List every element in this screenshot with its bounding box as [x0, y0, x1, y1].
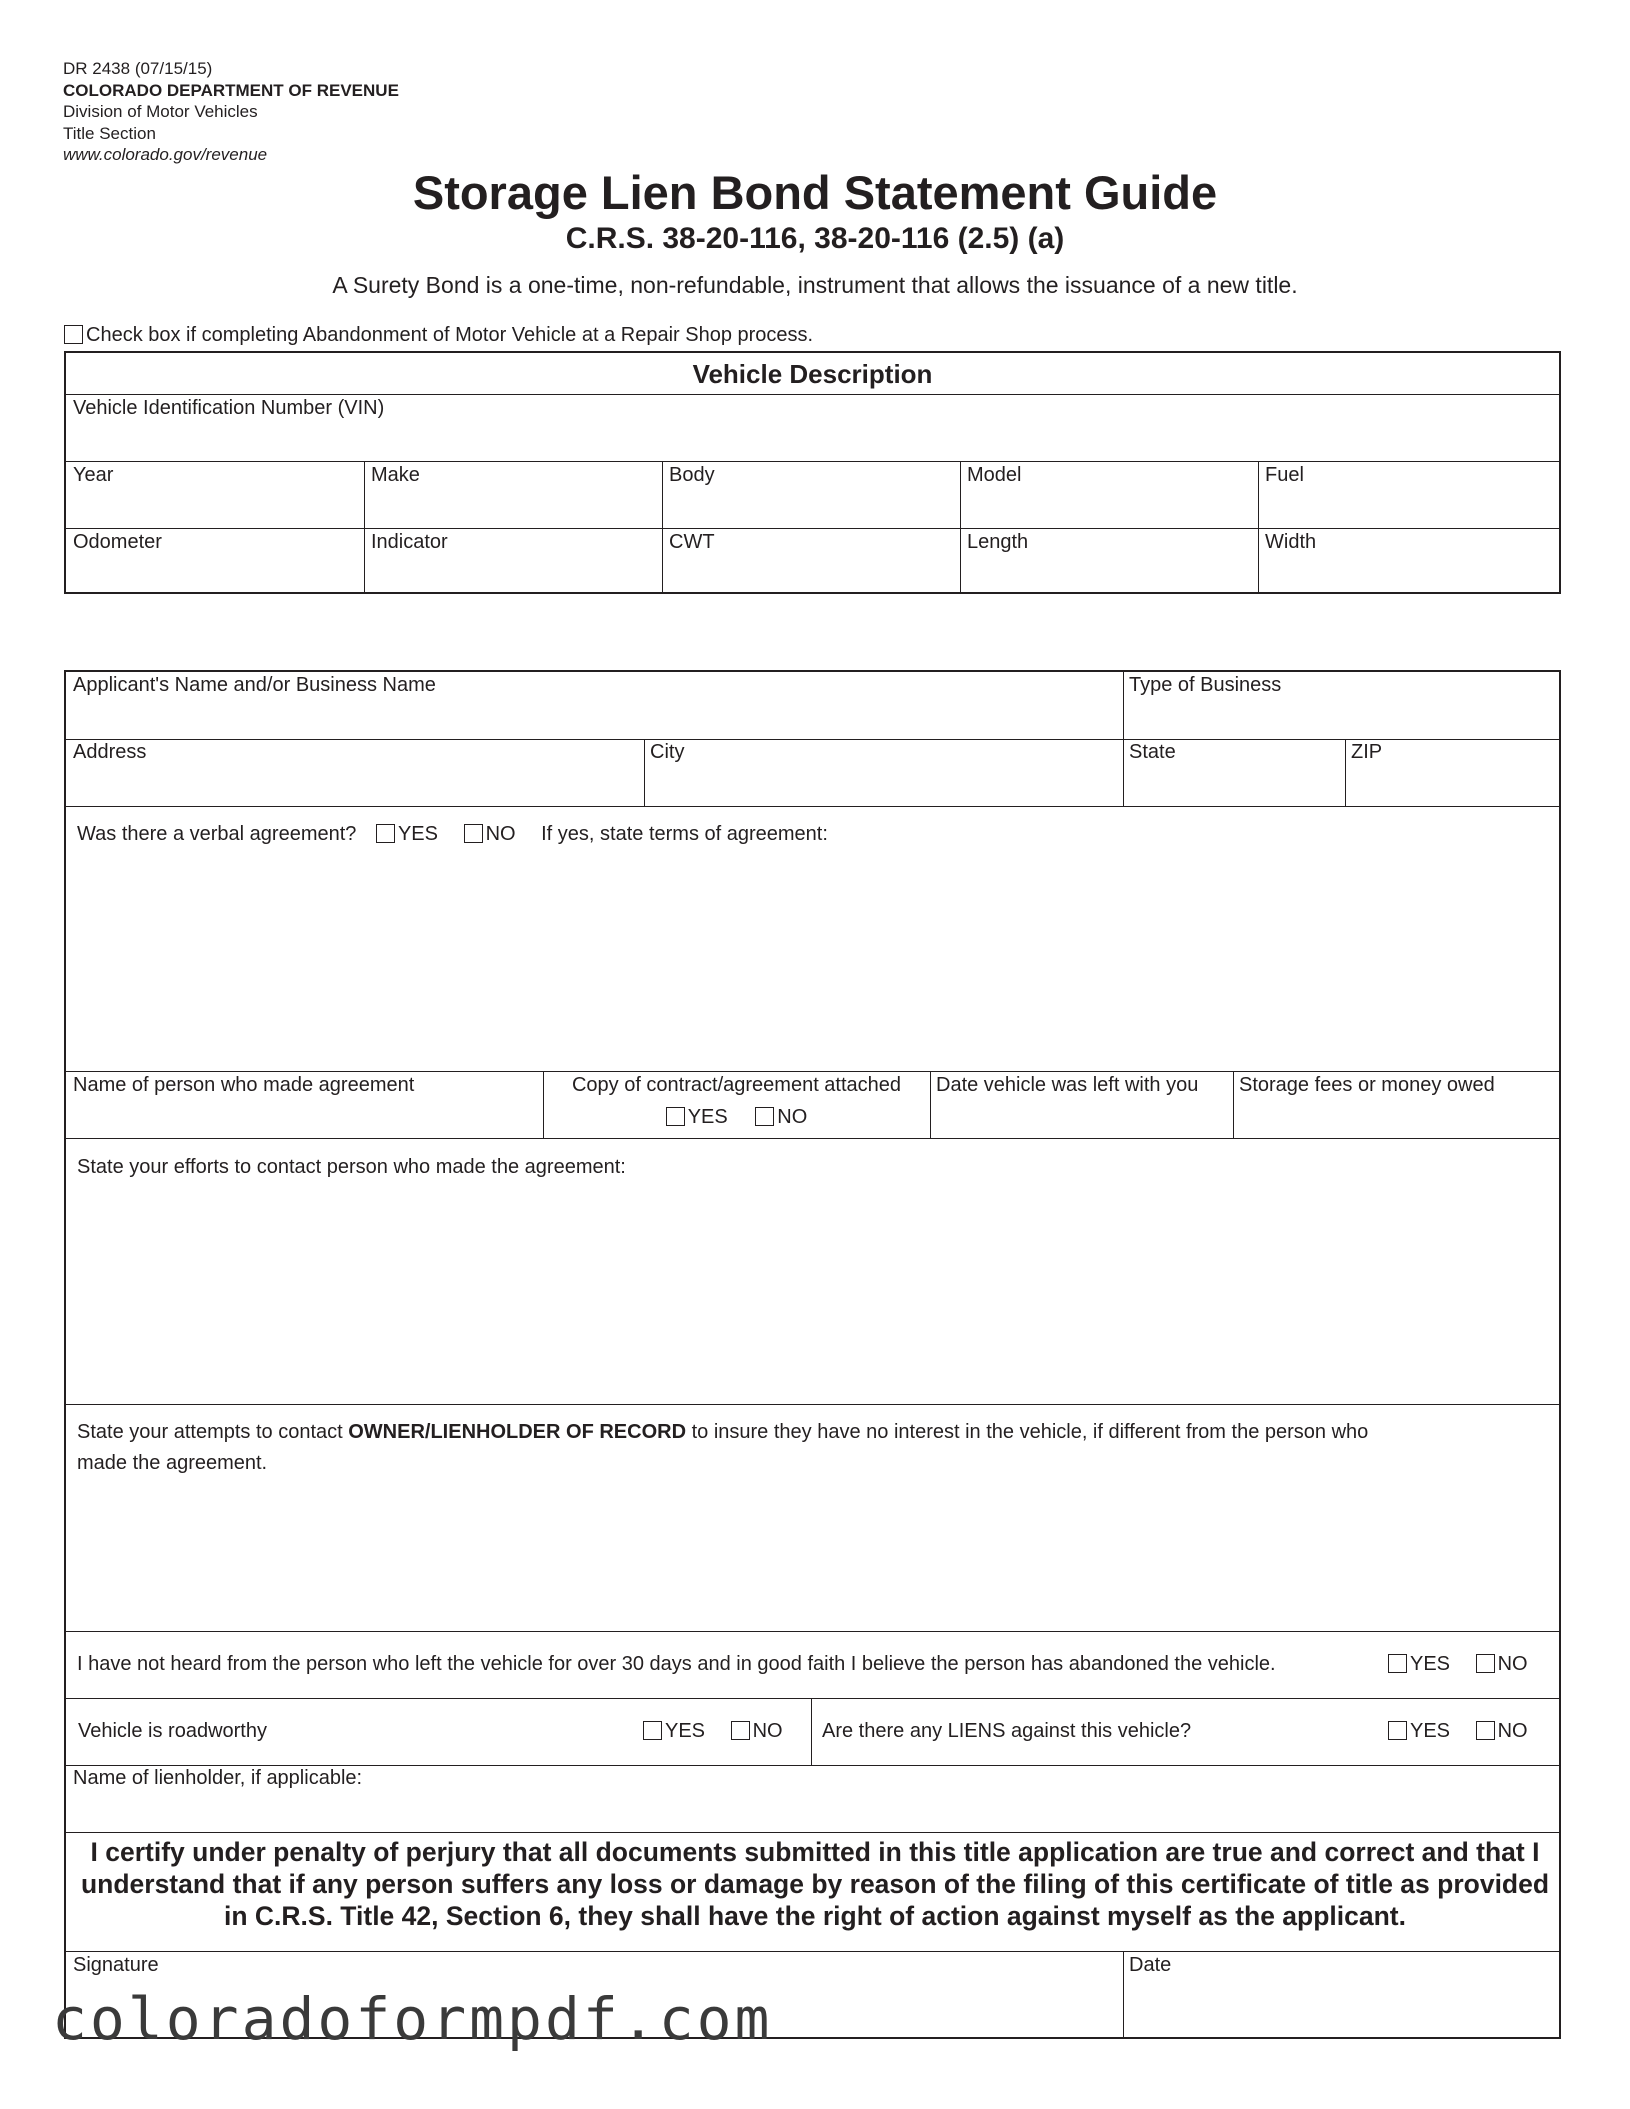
contract-copy-options: [543, 1106, 930, 1129]
page-subtitle: C.R.S. 38-20-116, 38-20-116 (2.5) (a): [565, 222, 1065, 255]
not-heard-yes-label: YES: [1410, 1653, 1451, 1675]
verbal-agreement-question: [77, 823, 828, 846]
verbal-agreement-yes-option: [376, 823, 438, 845]
owner-lienholder-bold: OWNER/LIENHOLDER OF RECORD: [348, 1421, 687, 1443]
verbal-agreement-no-checkbox[interactable]: [464, 824, 483, 843]
division-name: Division of Motor Vehicles: [63, 102, 258, 121]
contract-copy-yes-label: YES: [687, 1106, 728, 1128]
vehicle-description-heading: Vehicle Description: [692, 359, 933, 389]
address-field[interactable]: Address: [73, 741, 147, 763]
roadworthy-options: [643, 1720, 783, 1743]
intro-text: A Surety Bond is a one-time, non-refundable, instrument that allows the issuance of a new title.: [332, 272, 1298, 298]
cwt-field[interactable]: CWT: [669, 531, 715, 553]
body-field[interactable]: Body: [669, 464, 715, 486]
verbal-agreement-no-label: NO: [485, 823, 516, 845]
owner-lienholder-suffix: to insure they have no interest in the vehicle, if different from the person who: [686, 1421, 1369, 1443]
contract-copy-yes-option: [666, 1106, 728, 1128]
liens-no-label: NO: [1497, 1720, 1528, 1742]
form-number: DR 2438 (07/15/15): [63, 59, 213, 78]
roadworthy-no-checkbox[interactable]: [731, 1721, 750, 1740]
contract-copy-no-label: NO: [777, 1106, 808, 1128]
date-left-field[interactable]: Date vehicle was left with you: [936, 1074, 1199, 1096]
agreement-terms-label: If yes, state terms of agreement:: [541, 823, 828, 845]
section-name: Title Section: [63, 123, 156, 143]
owner-lienholder-contact-area[interactable]: [74, 1487, 1554, 1625]
indicator-field[interactable]: Indicator: [371, 531, 448, 553]
applicant-name-field[interactable]: Applicant's Name and/or Business Name: [73, 674, 436, 696]
liens-yes-label: YES: [1410, 1720, 1451, 1742]
owner-lienholder-contact-label: [77, 1417, 1368, 1479]
contract-copy-no-option: [755, 1106, 807, 1128]
not-heard-yes-checkbox[interactable]: [1388, 1654, 1407, 1673]
state-field[interactable]: State: [1129, 741, 1176, 763]
roadworthy-yes-option: [643, 1720, 705, 1742]
zip-field[interactable]: ZIP: [1351, 741, 1383, 763]
odometer-field[interactable]: Odometer: [73, 531, 162, 553]
verbal-agreement-yes-label: YES: [397, 823, 438, 845]
lienholder-name-field[interactable]: Name of lienholder, if applicable:: [73, 1767, 363, 1789]
city-field[interactable]: City: [650, 741, 685, 763]
roadworthy-yes-label: YES: [665, 1720, 706, 1742]
contract-copy-no-checkbox[interactable]: [755, 1107, 774, 1126]
agreement-person-field[interactable]: Name of person who made agreement: [73, 1074, 415, 1096]
abandonment-label: Check box if completing Abandonment of Motor Vehicle at a Repair Shop process.: [86, 324, 814, 346]
not-heard-statement: I have not heard from the person who left the vehicle for over 30 days and in good faith I believe the person has abandoned the vehicle.: [77, 1653, 1276, 1675]
not-heard-no-option: [1476, 1653, 1528, 1675]
liens-no-checkbox[interactable]: [1476, 1721, 1495, 1740]
liens-no-option: [1476, 1720, 1528, 1742]
liens-yes-checkbox[interactable]: [1388, 1721, 1407, 1740]
verbal-agreement-label: Was there a verbal agreement?: [77, 823, 357, 845]
agreement-terms-area[interactable]: [74, 857, 1554, 1062]
not-heard-no-checkbox[interactable]: [1476, 1654, 1495, 1673]
form-header: [63, 58, 399, 166]
certification-statement: I certify under penalty of perjury that all documents submitted in this title application are true and correct and that I understand that if any person suffers any loss or damage by reason of the filing of this certificate of title as provided in C.R.S. Title 42, Section 6, they shall have the right of action against myself as the applicant.: [80, 1837, 1550, 1931]
website-link[interactable]: www.colorado.gov/revenue: [63, 145, 268, 164]
vehicle-description-table: [64, 351, 1561, 594]
make-field[interactable]: Make: [371, 464, 420, 486]
roadworthy-label: Vehicle is roadworthy: [78, 1720, 267, 1742]
liens-question: Are there any LIENS against this vehicle?: [822, 1720, 1192, 1742]
signature-field[interactable]: Signature: [73, 1954, 159, 1976]
department-name: COLORADO DEPARTMENT OF REVENUE: [63, 80, 399, 100]
contract-copy-yes-checkbox[interactable]: [666, 1107, 685, 1126]
liens-options: [1388, 1720, 1528, 1743]
roadworthy-no-label: NO: [752, 1720, 783, 1742]
fuel-field[interactable]: Fuel: [1265, 464, 1304, 486]
not-heard-yes-option: [1388, 1653, 1450, 1675]
page-title: Storage Lien Bond Statement Guide: [412, 166, 1218, 219]
business-type-field[interactable]: Type of Business: [1129, 674, 1282, 696]
liens-yes-option: [1388, 1720, 1450, 1742]
vin-field[interactable]: Vehicle Identification Number (VIN): [73, 397, 385, 419]
not-heard-no-label: NO: [1497, 1653, 1528, 1675]
not-heard-options: [1388, 1653, 1528, 1676]
length-field[interactable]: Length: [967, 531, 1029, 553]
efforts-contact-area[interactable]: [74, 1187, 1554, 1397]
date-field[interactable]: Date: [1129, 1954, 1172, 1976]
year-field[interactable]: Year: [73, 464, 114, 486]
model-field[interactable]: Model: [967, 464, 1022, 486]
abandonment-checkbox[interactable]: [64, 325, 83, 344]
efforts-contact-label: State your efforts to contact person who made the agreement:: [77, 1156, 626, 1178]
verbal-agreement-yes-checkbox[interactable]: [376, 824, 395, 843]
applicant-statement-table: [64, 670, 1561, 2039]
owner-lienholder-prefix: State your attempts to contact: [77, 1421, 349, 1443]
width-field[interactable]: Width: [1265, 531, 1317, 553]
owner-lienholder-line2: made the agreement.: [77, 1452, 268, 1474]
abandonment-option: [64, 324, 813, 347]
storage-fees-field[interactable]: Storage fees or money owed: [1239, 1074, 1495, 1096]
roadworthy-yes-checkbox[interactable]: [643, 1721, 662, 1740]
watermark-text: coloradoformpdf.com: [52, 1985, 773, 2053]
contract-copy-label: Copy of contract/agreement attached: [571, 1074, 902, 1096]
roadworthy-no-option: [731, 1720, 783, 1742]
verbal-agreement-no-option: [464, 823, 516, 845]
